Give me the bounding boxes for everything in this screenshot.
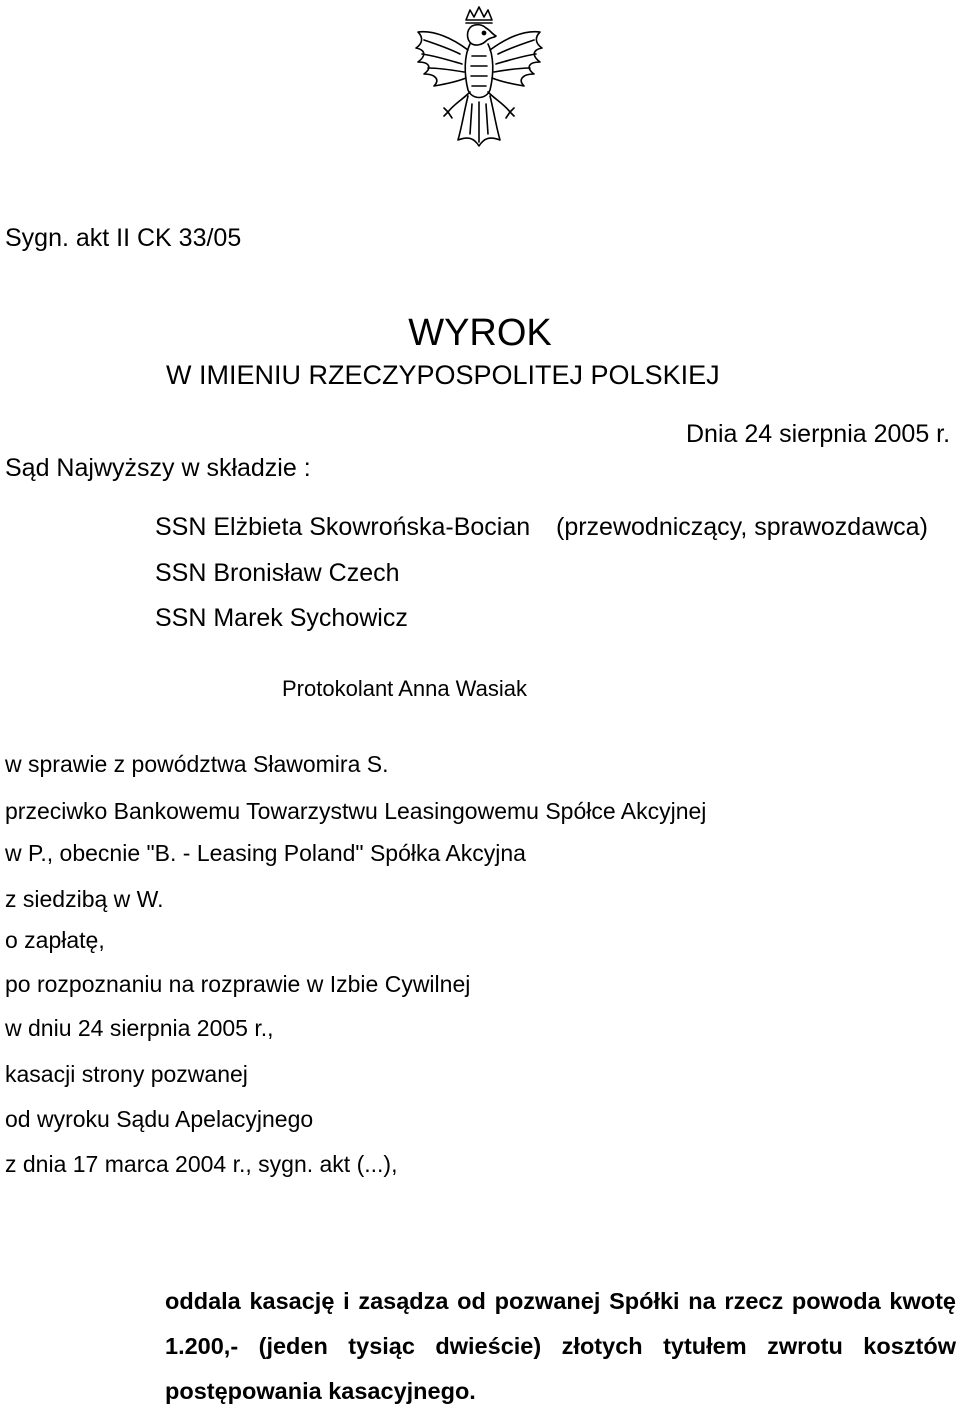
case-line: w P., obecnie "B. - Leasing Poland" Spółka Akcyjna bbox=[5, 840, 526, 866]
judge-third: SSN Marek Sychowicz bbox=[155, 604, 408, 632]
judgment-date: Dnia 24 sierpnia 2005 r. bbox=[686, 420, 951, 448]
case-line: po rozpoznaniu na rozprawie w Izbie Cywilnej bbox=[5, 971, 471, 997]
judge-presiding: SSN Elżbieta Skowrońska-Bocian bbox=[155, 513, 531, 541]
court-clerk: Protokolant Anna Wasiak bbox=[282, 676, 527, 701]
case-line: od wyroku Sądu Apelacyjnego bbox=[5, 1106, 314, 1132]
case-line: kasacji strony pozwanej bbox=[5, 1061, 248, 1087]
polish-eagle-emblem-icon bbox=[404, 4, 554, 164]
judge-second: SSN Bronisław Czech bbox=[155, 559, 400, 587]
case-line: przeciwko Bankowemu Towarzystwu Leasingowemu Spółce Akcyjnej bbox=[5, 798, 707, 824]
case-line: o zapłatę, bbox=[5, 927, 105, 953]
court-composition-label: Sąd Najwyższy w składzie : bbox=[5, 454, 311, 482]
presiding-role: (przewodniczący, sprawozdawca) bbox=[556, 513, 928, 541]
document-title: WYROK bbox=[408, 312, 552, 354]
document-subtitle: W IMIENIU RZECZYPOSPOLITEJ POLSKIEJ bbox=[166, 360, 720, 390]
case-line: z siedzibą w W. bbox=[5, 886, 164, 912]
case-line: w sprawie z powództwa Sławomira S. bbox=[5, 751, 389, 777]
case-line: w dniu 24 sierpnia 2005 r., bbox=[5, 1015, 274, 1041]
ruling-text: oddala kasację i zasądza od pozwanej Spółki na rzecz powoda kwotę 1.200,- (jeden tysiąc dwieście) złotych tytułem zwrotu kosztów postępowania kasacyjnego. bbox=[165, 1288, 956, 1404]
case-line: z dnia 17 marca 2004 r., sygn. akt (...), bbox=[5, 1151, 398, 1177]
case-signature: Sygn. akt II CK 33/05 bbox=[5, 224, 242, 252]
